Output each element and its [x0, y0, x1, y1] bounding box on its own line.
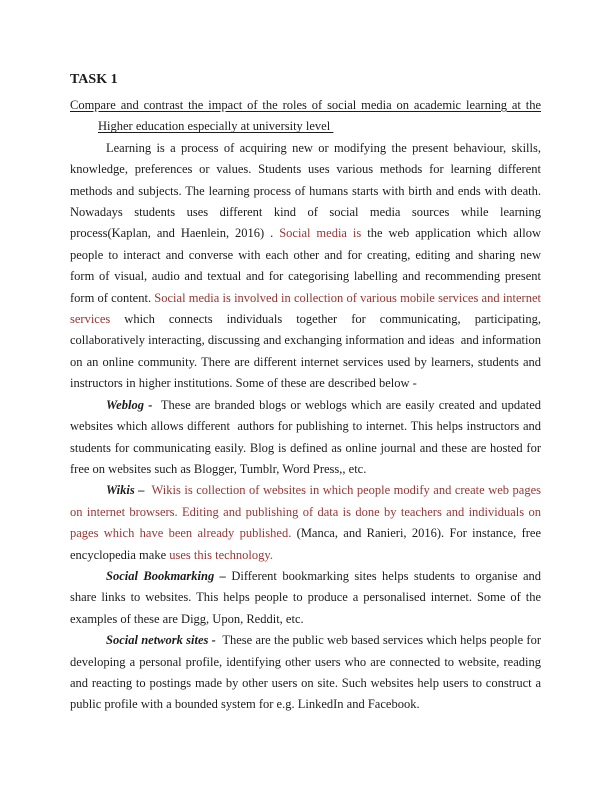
text-run: the web application which allow people to interact and converse with each other and for creating, editing and sharing new form of visual, audio and textual and for categorising labelling and recommending present form of content.	[70, 226, 542, 305]
text-run: (Manca, and Ranieri, 2016). For instance, free encyclopedia make	[70, 526, 542, 562]
text-run: Learning is a process of acquiring new or modifying the present behaviour, skills, knowledge, preferences or values. Students uses various methods for learning different methods and subjects. The learning process of humans starts with birth and ends with death. Nowadays students uses different kind of social media sources while learning process(Kaplan, and Haenlein, 2016) .	[70, 140, 541, 241]
text-run: Social media is	[279, 226, 368, 241]
text-run: Wikis is collection of websites in which people modify and create web pages on internet browsers. Editing and publishing of data is done by teachers and individuals on pages which have been already published.	[70, 483, 541, 541]
text-run: Social network sites -	[106, 633, 220, 648]
text-run: Social Bookmarking –	[106, 568, 232, 583]
body-paragraph	[70, 566, 541, 630]
text-run: These are the public web based services which helps people for developing a personal profile, identifying other users who are connected to website, reading and reacting to postings made by other users on site. Such websites help users to construct a public profile with a bounded system for e.g. LinkedIn and Facebook.	[70, 633, 541, 712]
assignment-heading	[70, 95, 541, 138]
body-paragraph	[70, 480, 541, 566]
document-body	[70, 138, 541, 716]
text-run: Different bookmarking sites helps students to organise and share links to websites. This helps people to produce a personalised internet. Some of the examples of these are Digg, Upon, Reddit, etc.	[70, 568, 542, 626]
task-title: TASK 1	[70, 72, 118, 87]
text-run: uses this technology.	[169, 547, 273, 562]
text-run: Wikis –	[106, 483, 148, 498]
text-run: Social media is involved in collection of various mobile services and internet services	[70, 290, 541, 327]
assignment-heading-text: Compare and contrast the impact of the roles of social media on academic learning at the Higher education especially at university level	[70, 98, 541, 134]
text-run: Weblog -	[106, 397, 157, 412]
body-paragraph	[70, 138, 541, 395]
text-run: which connects individuals together for communicating, participating, collaboratively interacting, discussing and exchanging information and ideas and information on an online community. There are different internet services used by learners, students and instructors in higher institutions. Some of these are described below -	[70, 312, 542, 391]
body-paragraph	[70, 395, 541, 481]
body-paragraph	[70, 630, 541, 716]
text-run: These are branded blogs or weblogs which are easily created and updated websites which allows different authors for publishing to internet. This helps instructors and students for communicating easily. Blog is defined as online journal and these are hosted for free on websites such as Blogger, Tumblr, Word Press,, etc.	[70, 397, 542, 476]
